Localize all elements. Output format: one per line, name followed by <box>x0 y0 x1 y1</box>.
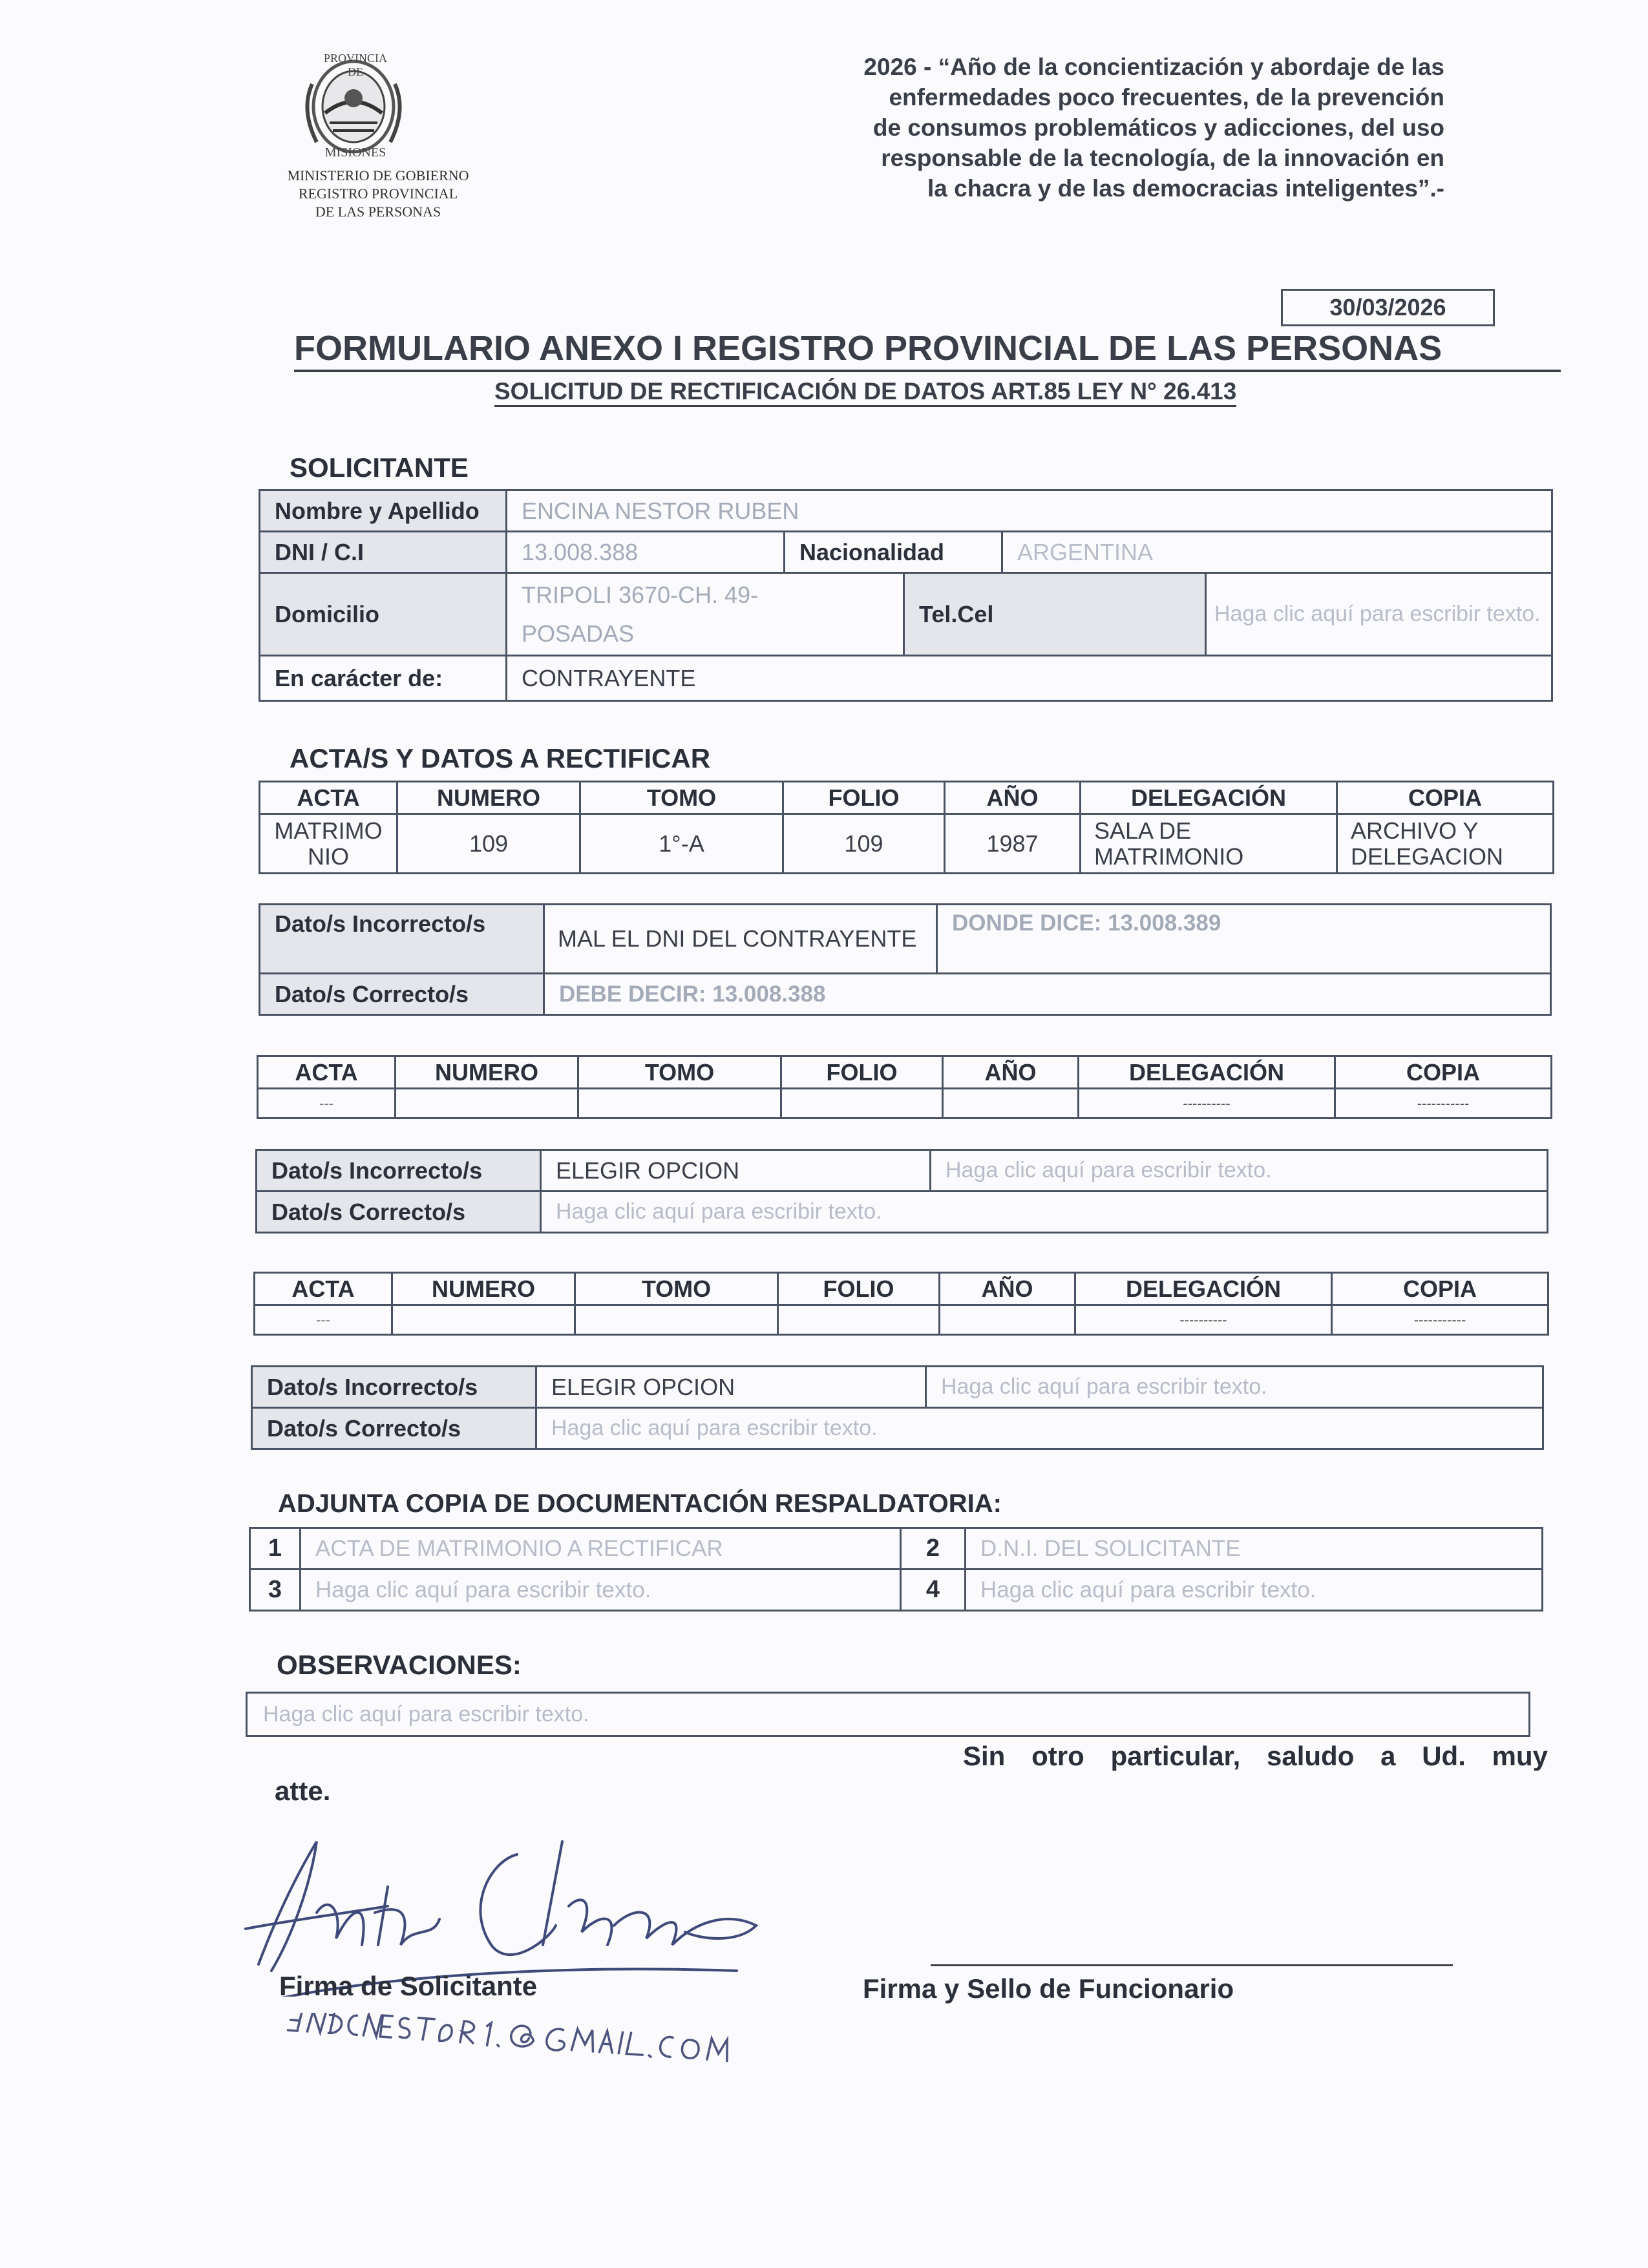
col-folio: FOLIO <box>783 782 945 814</box>
ministry-line: REGISTRO PROVINCIAL <box>298 185 458 202</box>
acta-anio-cell[interactable] <box>940 1305 1075 1335</box>
motto-line: la chacra y de las democracias inteligentes”.- <box>927 175 1444 202</box>
correct-field[interactable]: DEBE DECIR: 13.008.388 <box>544 974 1551 1015</box>
datos-table-1 <box>259 903 1552 1016</box>
ministry-name <box>255 167 501 221</box>
nacionalidad-field[interactable]: ARGENTINA <box>1002 532 1552 573</box>
incorrect-option-select[interactable]: ELEGIR OPCION <box>536 1367 926 1408</box>
col-copia: COPIA <box>1337 782 1554 814</box>
col-delegacion: DELEGACIÓN <box>1075 1273 1332 1305</box>
acta-type-cell[interactable]: --- <box>258 1089 396 1118</box>
observaciones-field[interactable]: Haga clic aquí para escribir texto. <box>246 1692 1530 1737</box>
col-numero: NUMERO <box>392 1273 575 1305</box>
nombre-field[interactable]: ENCINA NESTOR RUBEN <box>507 490 1552 532</box>
incorrect-field[interactable]: Haga clic aquí para escribir texto. <box>926 1367 1543 1408</box>
handwritten-email <box>284 2013 866 2077</box>
incorrect-label: Dato/s Incorrecto/s <box>252 1367 536 1408</box>
tel-field[interactable]: Haga clic aquí para escribir texto. <box>1206 573 1552 656</box>
dni-field[interactable]: 13.008.388 <box>507 532 785 573</box>
acta-anio-cell[interactable] <box>943 1089 1079 1118</box>
col-tomo: TOMO <box>578 1056 781 1089</box>
col-copia: COPIA <box>1335 1056 1552 1089</box>
motto-line: responsable de la tecnología, de la innovación en <box>881 145 1444 171</box>
adjunta-field[interactable]: D.N.I. DEL SOLICITANTE <box>966 1528 1543 1570</box>
col-folio: FOLIO <box>781 1056 943 1089</box>
adjunta-number: 3 <box>250 1570 301 1611</box>
dni-label: DNI / C.I <box>260 532 507 573</box>
col-delegacion: DELEGACIÓN <box>1079 1056 1335 1089</box>
section-actas: ACTA/S Y DATOS A RECTIFICAR <box>290 743 711 773</box>
adjunta-table <box>249 1527 1543 1612</box>
adjunta-field[interactable]: Haga clic aquí para escribir texto. <box>966 1570 1543 1611</box>
col-tomo: TOMO <box>580 782 783 814</box>
correct-label: Dato/s Correcto/s <box>260 974 544 1015</box>
incorrect-option-text: MAL EL DNI DEL CONTRAYENTE <box>558 925 917 952</box>
col-anio: AÑO <box>940 1273 1075 1305</box>
closing-line-2: atte. <box>275 1776 331 1806</box>
seal-text-top: PROVINCIA DE <box>323 52 387 78</box>
datos-table-2 <box>255 1149 1548 1234</box>
acta-numero-cell[interactable] <box>392 1305 575 1335</box>
col-tomo: TOMO <box>575 1273 778 1305</box>
adjunta-field[interactable]: Haga clic aquí para escribir texto. <box>301 1570 901 1611</box>
adjunta-number: 4 <box>901 1570 966 1611</box>
col-numero: NUMERO <box>397 782 580 814</box>
motto-line: enfermedades poco frecuentes, de la prevención <box>889 84 1444 110</box>
acta-folio-cell[interactable] <box>781 1089 943 1118</box>
nombre-label: Nombre y Apellido <box>260 490 507 532</box>
acta-table-3 <box>253 1272 1549 1336</box>
form-title: FORMULARIO ANEXO I REGISTRO PROVINCIAL DE LAS PERSONAS <box>294 328 1561 372</box>
acta-copia-cell[interactable]: ----------- <box>1332 1305 1548 1335</box>
acta-anio-cell[interactable]: 1987 <box>945 814 1081 874</box>
acta-folio-cell[interactable] <box>778 1305 940 1335</box>
acta-type-cell[interactable]: --- <box>255 1305 392 1335</box>
col-acta: ACTA <box>260 782 397 814</box>
correct-label: Dato/s Correcto/s <box>257 1192 541 1233</box>
col-anio: AÑO <box>945 782 1081 814</box>
correct-field[interactable]: Haga clic aquí para escribir texto. <box>536 1408 1543 1449</box>
acta-copia-cell[interactable]: ARCHIVO Y DELEGACION <box>1337 814 1554 874</box>
acta-delegacion-cell[interactable]: SALA DE MATRIMONIO <box>1081 814 1337 874</box>
incorrect-label: Dato/s Incorrecto/s <box>257 1150 541 1192</box>
tel-label: Tel.Cel <box>904 573 1206 656</box>
closing-line-1: Sin otro particular, saludo a Ud. muy <box>963 1741 1548 1771</box>
domicilio-field[interactable] <box>507 573 904 656</box>
domicilio-label: Domicilio <box>260 573 507 656</box>
incorrect-field[interactable]: Haga clic aquí para escribir texto. <box>931 1150 1548 1192</box>
col-folio: FOLIO <box>778 1273 940 1305</box>
acta-numero-cell[interactable] <box>396 1089 578 1118</box>
acta-tomo-cell[interactable] <box>575 1305 778 1335</box>
motto-line: 2026 - “Año de la concientización y abordaje de las <box>863 54 1444 80</box>
year-motto <box>743 52 1444 204</box>
incorrect-option-select[interactable]: ELEGIR OPCION <box>541 1150 931 1192</box>
domicilio-line: POSADAS <box>522 620 635 647</box>
col-numero: NUMERO <box>396 1056 578 1089</box>
adjunta-field[interactable]: ACTA DE MATRIMONIO A RECTIFICAR <box>301 1528 901 1570</box>
acta-delegacion-cell[interactable]: ---------- <box>1075 1305 1332 1335</box>
adjunta-number: 1 <box>250 1528 301 1570</box>
handwritten-signature <box>220 1816 801 1997</box>
acta-table-1 <box>259 781 1554 874</box>
date-field[interactable]: 30/03/2026 <box>1281 289 1495 326</box>
ministry-line: DE LAS PERSONAS <box>315 204 441 220</box>
section-adjunta: ADJUNTA COPIA DE DOCUMENTACIÓN RESPALDATORIA: <box>278 1489 1002 1518</box>
acta-numero-cell[interactable]: 109 <box>397 814 580 874</box>
incorrect-field[interactable]: DONDE DICE: 13.008.389 <box>937 905 1551 974</box>
acta-delegacion-cell[interactable]: ---------- <box>1079 1089 1335 1118</box>
acta-type-cell[interactable]: MATRIMO NIO <box>260 814 397 874</box>
col-anio: AÑO <box>943 1056 1079 1089</box>
adjunta-number: 2 <box>901 1528 966 1570</box>
nacionalidad-label: Nacionalidad <box>785 532 1002 573</box>
caracter-field[interactable]: CONTRAYENTE <box>507 656 1552 701</box>
datos-table-3 <box>251 1365 1544 1450</box>
signature-line-funcionario <box>931 1964 1453 1966</box>
incorrect-label: Dato/s Incorrecto/s <box>260 905 544 974</box>
col-acta: ACTA <box>255 1273 392 1305</box>
acta-copia-cell[interactable]: ----------- <box>1335 1089 1552 1118</box>
correct-field[interactable]: Haga clic aquí para escribir texto. <box>541 1192 1548 1233</box>
col-delegacion: DELEGACIÓN <box>1081 782 1337 814</box>
correct-label: Dato/s Correcto/s <box>252 1408 536 1449</box>
solicitante-table <box>259 489 1553 702</box>
acta-table-2 <box>257 1055 1552 1119</box>
motto-line: de consumos problemáticos y adicciones, del uso <box>872 114 1444 141</box>
caracter-label: En carácter de: <box>260 656 507 701</box>
ministry-line: MINISTERIO DE GOBIERNO <box>287 167 469 184</box>
incorrect-option[interactable] <box>544 905 937 974</box>
firma-funcionario-label: Firma y Sello de Funcionario <box>863 1973 1234 2004</box>
domicilio-line: TRIPOLI 3670-CH. 49- <box>522 581 759 608</box>
section-solicitante: SOLICITANTE <box>290 452 469 483</box>
col-copia: COPIA <box>1332 1273 1548 1305</box>
acta-tomo-cell[interactable] <box>578 1089 781 1118</box>
col-acta: ACTA <box>258 1056 396 1089</box>
form-subtitle: SOLICITUD DE RECTIFICACIÓN DE DATOS ART.85 LEY N° 26.413 <box>494 378 1236 407</box>
firma-solicitante-label: Firma de Solicitante <box>279 1971 538 2001</box>
acta-folio-cell[interactable]: 109 <box>783 814 945 874</box>
acta-tomo-cell[interactable]: 1°-A <box>580 814 783 874</box>
section-observaciones: OBSERVACIONES: <box>277 1650 522 1680</box>
seal-text-bottom: MISIONES <box>324 145 386 160</box>
